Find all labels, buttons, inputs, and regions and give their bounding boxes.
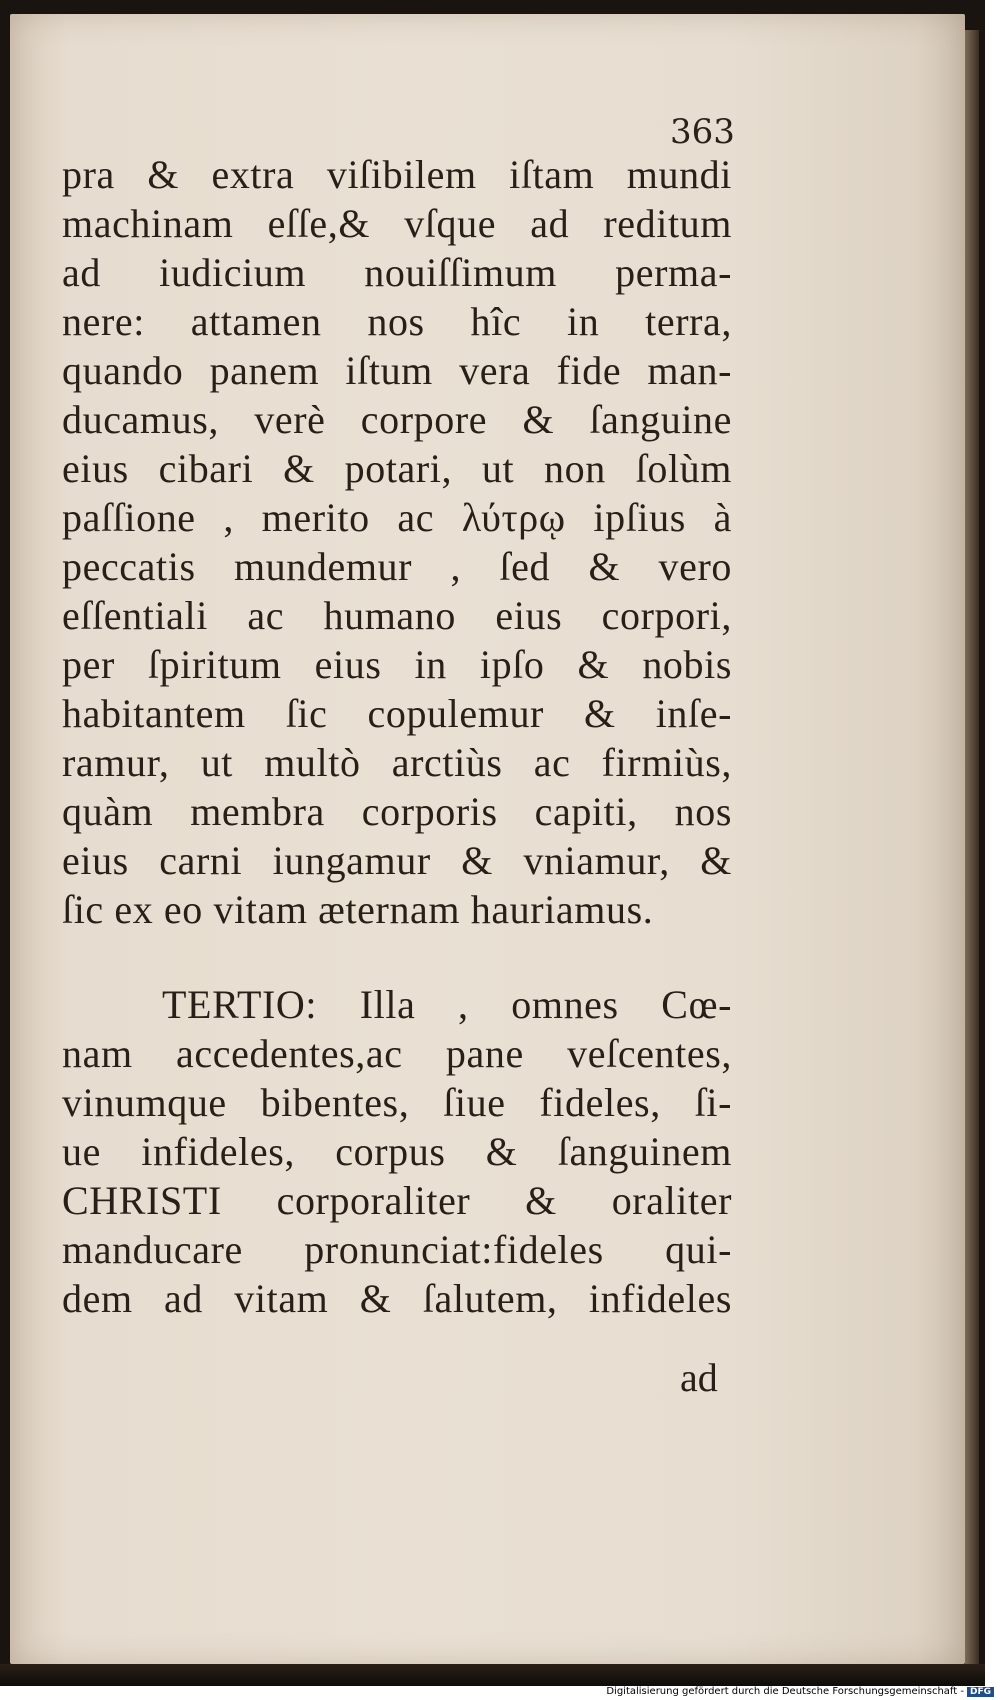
text-line: nam accedentes,ac pane veſcentes, bbox=[62, 1031, 732, 1076]
text-line: eius carni iungamur & vniamur, & bbox=[62, 838, 732, 883]
page-body-text bbox=[62, 150, 732, 1323]
text-line: quando panem iſtum vera fide man- bbox=[62, 348, 732, 393]
text-line: ramur, ut multò arctiùs ac firmiùs, bbox=[62, 740, 732, 785]
dfg-logo: DFG bbox=[967, 1687, 994, 1697]
text-line: machinam eſſe,& vſque ad reditum bbox=[62, 201, 732, 246]
paragraph-gap bbox=[62, 934, 732, 980]
text-line: manducare pronunciat:fideles qui- bbox=[62, 1227, 732, 1272]
text-line: ſic ex eo vitam æternam hauriamus. bbox=[62, 887, 654, 932]
digitization-credit bbox=[606, 1686, 994, 1697]
text-line: TERTIO: Illa , omnes Cœ- bbox=[162, 982, 732, 1027]
text-line: per ſpiritum eius in ipſo & nobis bbox=[62, 642, 732, 687]
text-line: eſſentiali ac humano eius corpori, bbox=[62, 593, 732, 638]
scan-bottom-strip bbox=[0, 1664, 985, 1686]
text-line: eius cibari & potari, ut non ſolùm bbox=[62, 446, 732, 491]
text-line: habitantem ſic copulemur & inſe- bbox=[62, 691, 732, 736]
text-line: nere: attamen nos hîc in terra, bbox=[62, 299, 732, 344]
page-number: 363 bbox=[670, 112, 735, 152]
text-line: CHRISTI corporaliter & oraliter bbox=[62, 1178, 732, 1223]
text-line: ad iudicium nouiſſimum perma- bbox=[62, 250, 732, 295]
text-line: ue infideles, corpus & ſanguinem bbox=[62, 1129, 732, 1174]
text-line: peccatis mundemur , ſed & vero bbox=[62, 544, 732, 589]
catchword: ad bbox=[680, 1355, 718, 1400]
text-line: paſſione , merito ac λύτρῳ ipſius à bbox=[62, 495, 732, 540]
text-line: dem ad vitam & ſalutem, infideles bbox=[62, 1276, 732, 1321]
text-line: ducamus, verè corpore & ſanguine bbox=[62, 397, 732, 442]
page-edge bbox=[965, 30, 979, 1670]
credit-text: Digitalisierung gefördert durch die Deutsche Forschungsgemeinschaft - bbox=[606, 1686, 964, 1697]
text-line: pra & extra viſibilem iſtam mundi bbox=[62, 152, 732, 197]
text-line: vinumque bibentes, ſiue fideles, ſi- bbox=[62, 1080, 732, 1125]
text-line: quàm membra corporis capiti, nos bbox=[62, 789, 732, 834]
